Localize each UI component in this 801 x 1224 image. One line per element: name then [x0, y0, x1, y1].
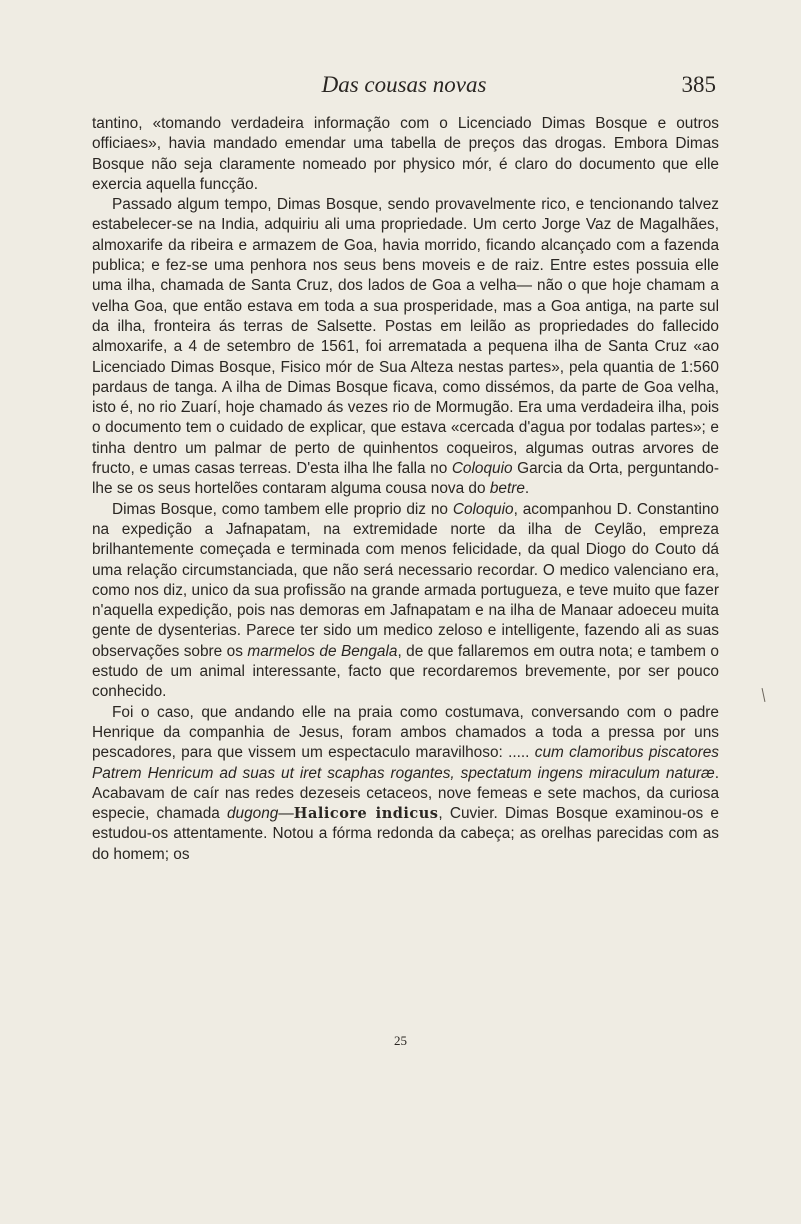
italic-run: dugong: [227, 805, 279, 823]
text-run: , Cuvier. Dimas Bosque examinou-os e estudou-os attentamente. Notou a fórma redonda da cabeça; as orelhas parecidas com as do homem; os: [92, 805, 719, 863]
text-run: . Acabavam de caír nas redes dezeseis cetaceos, nove femeas e sete machos, da curiosa especie, chamada: [92, 764, 719, 823]
paragraph-4: [92, 703, 719, 865]
text-run: , de que fallaremos em outra nota; e tambem o estudo de um animal interessante, facto que recordaremos brevemente, por ser pouco conhecido.: [92, 642, 719, 701]
text-run: Garcia da Orta, perguntando-lhe se os seus hortelões contaram alguma cousa nova do: [92, 460, 719, 498]
running-header: [92, 72, 716, 106]
paragraph-2: [92, 195, 719, 499]
text-run: .: [524, 480, 530, 498]
paragraph-1: [92, 114, 719, 195]
text-run: Dimas Bosque, como tambem elle proprio diz no: [112, 500, 453, 518]
text-run: tantino, «tomando verdadeira informação com o Licenciado Dimas Bosque e outros officiaes», havia mandado emendar uma tabella de preços das drogas. Embora Dimas Bosque não seja claramente nomeado por physico mór, é claro do documento que elle exercia aquella funcção.: [92, 115, 719, 193]
italic-run: betre: [489, 480, 525, 498]
margin-tick-mark: [762, 688, 766, 702]
page-number: 385: [681, 72, 716, 97]
scientific-name: Halicore indicus: [293, 805, 439, 823]
italic-run: Coloquio: [451, 460, 513, 478]
paragraph-3: [92, 500, 719, 703]
italic-run: Coloquio: [452, 500, 514, 518]
italic-run: cum clamoribus piscatores Patrem Henricum ad suas ut iret scaphas rogantes, spectatum ingens miraculum naturæ: [92, 744, 719, 782]
body-text: [92, 114, 719, 865]
text-run: Passado algum tempo, Dimas Bosque, sendo provavelmente rico, e tencionando talvez estabelecer-se na India, adquiriu ali uma propriedade. Um certo Jorge Vaz de Magalhães, almoxarife da ribeira e armazem de Goa, havia morrido, ficando alcançado com a fazenda publica; e fez-se uma penhora nos seus bens moveis e de raiz. Entre estes possuia elle uma ilha, chamada de Santa Cruz, dos lados de Goa a velha— não o que hoje chamam a velha Goa, que então estava em toda a sua prosperidade, mas a Goa antiga, na parte sul da ilha, fronteira ás terras de Salsette. Postas em leilão as propriedades do fallecido almoxarife, a 4 de setembro de 1561, foi arrematada a pequena ilha de Santa Cruz «ao Licenciado Dimas Bosque, Fisico mór de Sua Alteza nestas partes», pela quantia de 1:560 pardaus de tanga. A ilha de Dimas Bosque ficava, como dissémos, da parte de Goa velha, isto é, no rio Zuarí, hoje chamado ás vezes rio de Mormugão. Era uma verdadeira ilha, pois o documento tem o cuidado de explicar, que estava «cercada d'agua por todalas partes»; e tinha dentro um palmar de perto de quinhentos coqueiros, algumas outras arvores de fructo, e umas casas terreas. D'esta ilha lhe falla no: [92, 196, 719, 478]
printer-signature: 25: [394, 1033, 407, 1048]
running-title: Das cousas novas: [321, 72, 487, 97]
text-run: Foi o caso, que andando elle na praia como costumava, conversando com o padre Henrique da companhia de Jesus, foram ambos chamados a toda a pressa por uns pescadores, para que vissem um espectaculo maravilhoso: .....: [92, 703, 719, 762]
text-run: , acompanhou D. Constantino na expedição a Jafnapatam, na extremidade norte da ilha de Ceylão, empreza brilhantemente começada e terminada com menos felicidade, da qual Diogo do Couto dá uma relação circumstanciada, que não será necessario recordar. O medico valenciano era, como nos diz, unico da sua profissão na grande armada portugueza, e teve muito que fazer n'aquella expedição, pois nas demoras em Jafnapatam e na ilha de Manaar adoeceu muita gente de dysenterias. Parece ter sido um medico zeloso e intelligente, fazendo ali as suas observações sobre os: [92, 500, 719, 660]
italic-run: marmelos de Bengala: [247, 642, 398, 660]
text-run: —: [278, 805, 294, 823]
